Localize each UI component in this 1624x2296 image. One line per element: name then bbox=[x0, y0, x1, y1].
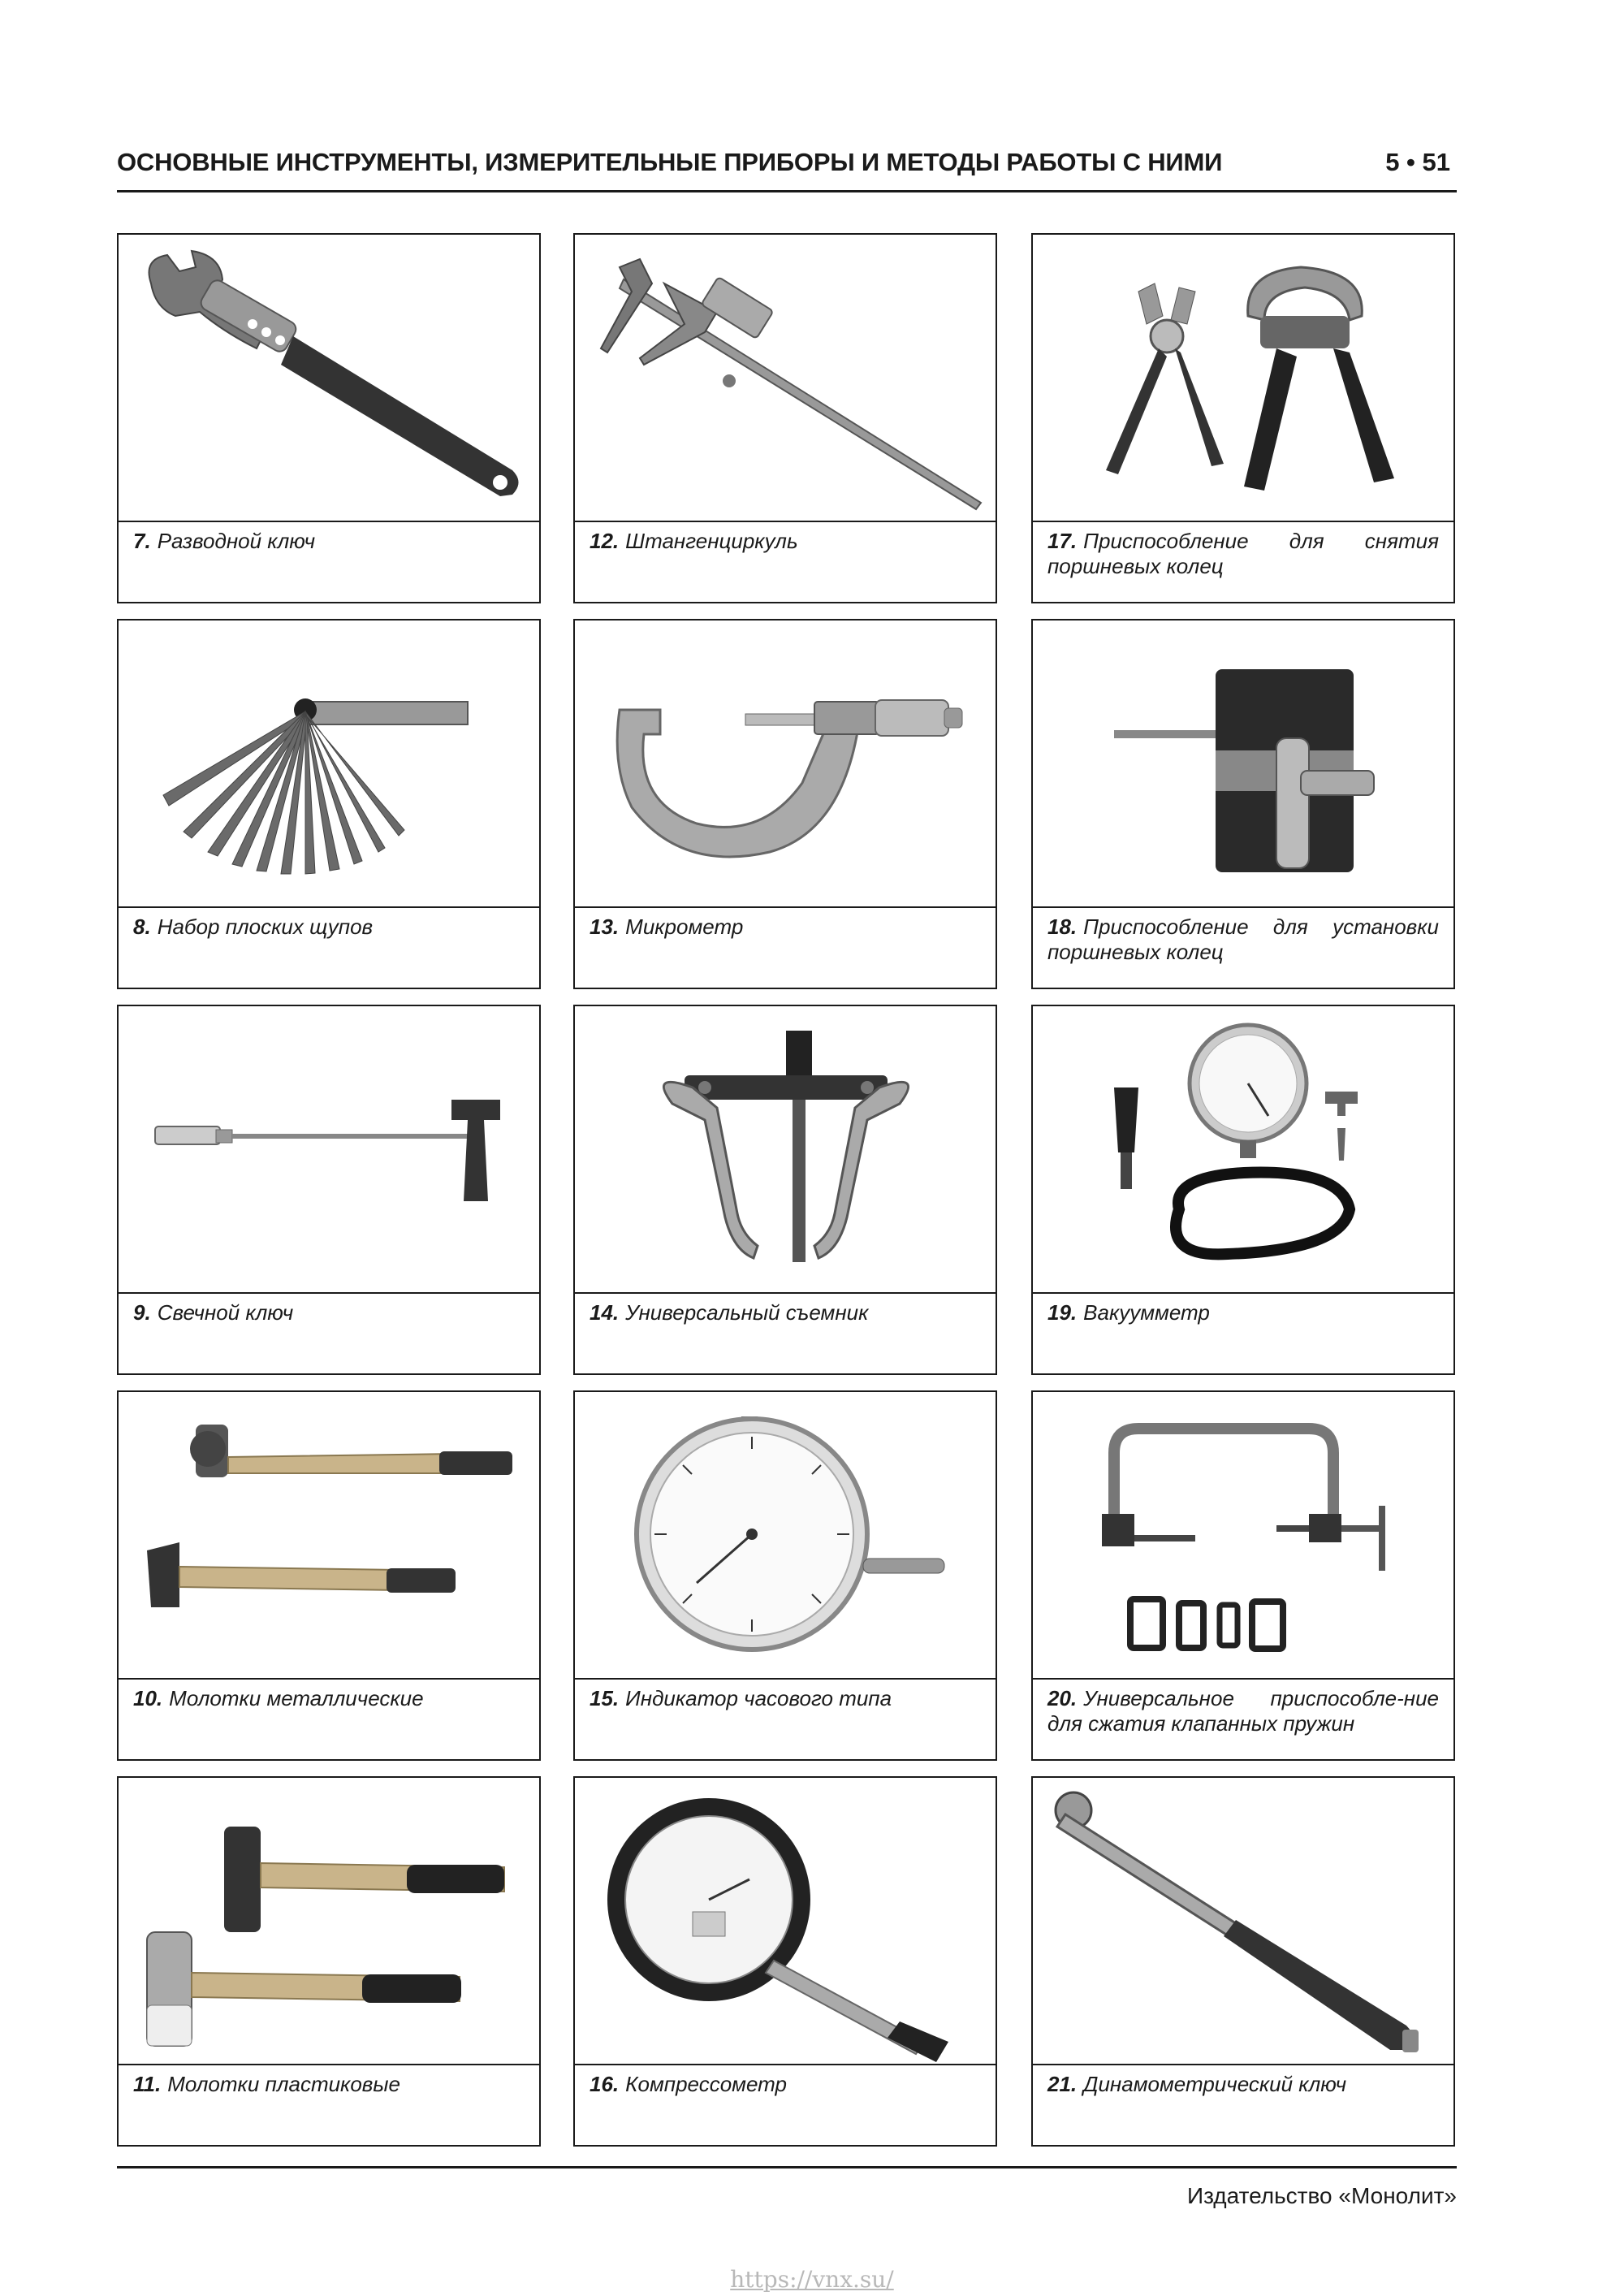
tool-number: 14. bbox=[590, 1300, 620, 1325]
page-title: ОСНОВНЫЕ ИНСТРУМЕНТЫ, ИЗМЕРИТЕЛЬНЫЕ ПРИБОРЫ И МЕТОДЫ РАБОТЫ С НИМИ bbox=[117, 148, 1223, 176]
watermark-url: https://vnx.su/ bbox=[730, 2266, 894, 2293]
tool-card bbox=[1031, 233, 1455, 603]
tool-name: Молотки пластиковые bbox=[167, 2072, 400, 2096]
ring-compressor-icon bbox=[1033, 620, 1453, 908]
tool-card bbox=[573, 619, 997, 989]
tool-card bbox=[573, 233, 997, 603]
tool-name: Компрессометр bbox=[625, 2072, 787, 2096]
tool-name: Свечной ключ bbox=[157, 1300, 294, 1325]
tool-number: 7. bbox=[133, 529, 151, 553]
micrometer-icon bbox=[575, 620, 996, 908]
valve-spring-compressor-icon bbox=[1033, 1392, 1453, 1680]
tool-card bbox=[1031, 1005, 1455, 1375]
tool-number: 19. bbox=[1047, 1300, 1078, 1325]
puller-icon bbox=[575, 1006, 996, 1294]
torque-wrench-icon bbox=[1033, 1778, 1453, 2065]
tool-number: 10. bbox=[133, 1686, 163, 1710]
tool-card bbox=[117, 233, 541, 603]
tool-name: Вакуумметр bbox=[1083, 1300, 1210, 1325]
tool-number: 11. bbox=[133, 2072, 162, 2096]
tool-name: Универсальный съемник bbox=[625, 1300, 869, 1325]
dial-indicator-icon bbox=[575, 1392, 996, 1680]
tool-name: Приспособление для установки поршневых колец bbox=[1047, 915, 1439, 964]
metal-hammers-icon bbox=[119, 1392, 539, 1680]
tool-number: 18. bbox=[1047, 915, 1078, 939]
tool-card bbox=[1031, 619, 1455, 989]
tool-name: Набор плоских щупов bbox=[157, 915, 374, 939]
ring-remover-icon bbox=[1033, 235, 1453, 522]
tool-card bbox=[573, 1005, 997, 1375]
spark-plug-wrench-icon bbox=[119, 1006, 539, 1294]
caliper-icon bbox=[575, 235, 996, 522]
vacuum-gauge-icon bbox=[1033, 1006, 1453, 1294]
tool-number: 12. bbox=[590, 529, 620, 553]
feeler-gauge-icon bbox=[119, 620, 539, 908]
tool-name: Приспособление для снятия поршневых колец bbox=[1047, 529, 1439, 578]
page-number: 5 • 51 bbox=[1385, 148, 1450, 176]
tool-number: 16. bbox=[590, 2072, 620, 2096]
header-rule bbox=[117, 190, 1457, 192]
tool-card bbox=[573, 1776, 997, 2147]
page-header bbox=[117, 145, 1457, 185]
tool-name: Молотки металлические bbox=[169, 1686, 424, 1710]
plastic-hammers-icon bbox=[119, 1778, 539, 2065]
compression-gauge-icon bbox=[575, 1778, 996, 2065]
footer-rule bbox=[117, 2166, 1457, 2168]
tool-card bbox=[1031, 1776, 1455, 2147]
tool-name: Индикатор часового типа bbox=[625, 1686, 892, 1710]
tool-number: 9. bbox=[133, 1300, 151, 1325]
tool-number: 13. bbox=[590, 915, 620, 939]
tool-card bbox=[117, 1776, 541, 2147]
tool-number: 20. bbox=[1047, 1686, 1078, 1710]
publisher-name: Издательство «Монолит» bbox=[1186, 2183, 1457, 2208]
tool-card bbox=[117, 619, 541, 989]
tool-number: 17. bbox=[1047, 529, 1078, 553]
tool-name: Универсальное приспособле-ние для сжатия клапанных пружин bbox=[1047, 1686, 1439, 1736]
tool-card bbox=[573, 1390, 997, 1761]
tool-name: Динамометрический ключ bbox=[1083, 2072, 1347, 2096]
tool-name: Микрометр bbox=[625, 915, 744, 939]
tool-card bbox=[117, 1005, 541, 1375]
tool-number: 21. bbox=[1047, 2072, 1078, 2096]
tool-name: Штангенциркуль bbox=[625, 529, 798, 553]
tool-card bbox=[117, 1390, 541, 1761]
adjustable-wrench-icon bbox=[119, 235, 539, 522]
tool-number: 15. bbox=[590, 1686, 620, 1710]
tool-name: Разводной ключ bbox=[157, 529, 316, 553]
tool-number: 8. bbox=[133, 915, 151, 939]
tool-card bbox=[1031, 1390, 1455, 1761]
